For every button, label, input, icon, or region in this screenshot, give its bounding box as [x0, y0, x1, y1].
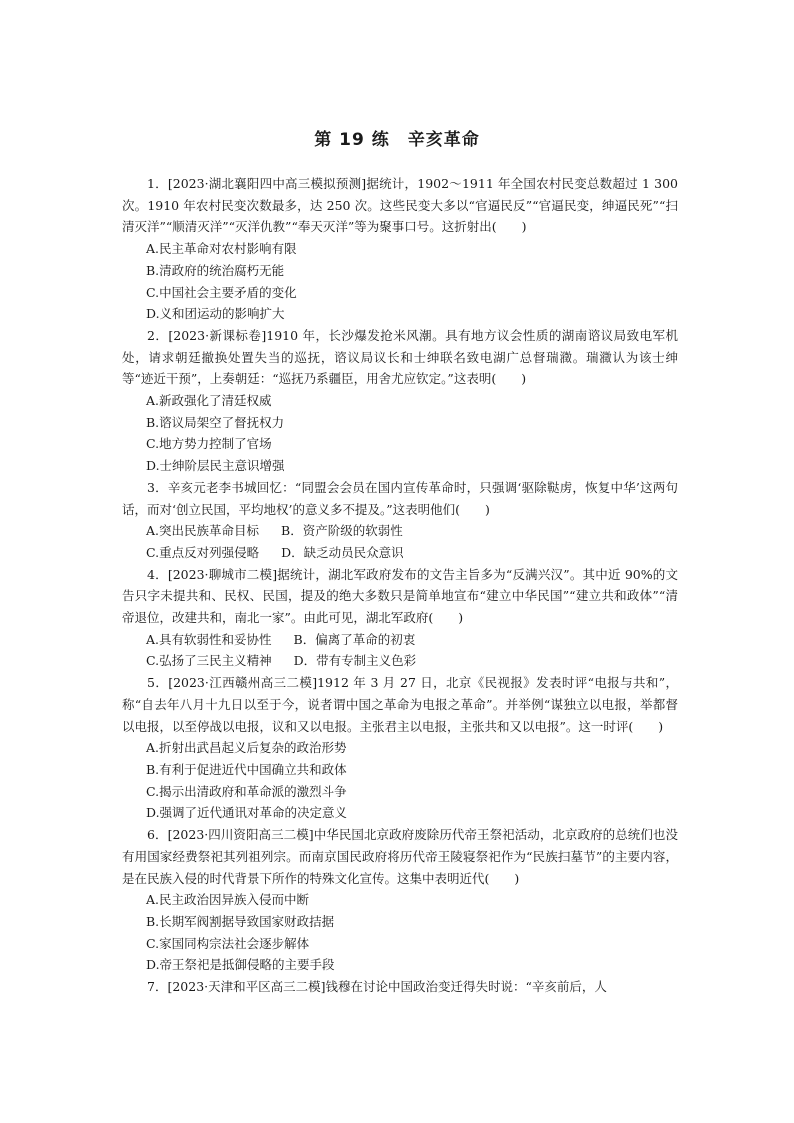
- option-b: B.有利于促进近代中国确立共和政体: [146, 761, 347, 777]
- question-5: [122, 672, 678, 824]
- option-b: B．偏离了革命的初衷: [293, 631, 416, 647]
- option-a: A.民主政治因异族入侵而中断: [146, 892, 310, 908]
- option-d: D.义和团运动的影响扩大: [146, 306, 285, 322]
- option-a: A.新政强化了清廷权威: [146, 393, 272, 409]
- option-a: A.民主革命对农村影响有限: [146, 241, 297, 257]
- option-c: C.地方势力控制了官场: [146, 436, 272, 452]
- question-list: [122, 173, 678, 998]
- option-a: A.突出民族革命目标: [146, 523, 260, 539]
- option-row: [122, 650, 678, 672]
- question-stem: 4．[2023·聊城市二模]据统计，湖北军政府发布的文告主旨多为“反满兴汉”。其中近 90%的文告只字未提共和、民权、民国，提及的绝大多数只是简单地宣布“建立中华民国”“建立共和政体”“清帝退位，改建共和，南北一家”。由此可见，湖北军政府( ): [122, 566, 678, 626]
- question-2: [122, 325, 678, 477]
- question-stem: 1．[2023·湖北襄阳四中高三模拟预测]据统计，1902～1911 年全国农村民变总数超过 1 300 次。1910 年农村民变次数最多，达 250 次。这些民变大多以“官逼民反”“官逼民变，绅逼民死”“扫清灭洋”“顺清灭洋”“灭洋仇教”“奉天灭洋”等为聚事口号。这折射出( ): [122, 176, 678, 235]
- option-c: C.揭示出清政府和革命派的激烈斗争: [146, 783, 347, 799]
- option-c: C.重点反对列强侵略: [146, 544, 260, 560]
- option-d: D．缺乏动员民众意识: [281, 544, 404, 560]
- option-b: B．资产阶级的软弱性: [281, 523, 403, 539]
- question-stem: 7．[2023·天津和平区高三二模]钱穆在讨论中国政治变迁得失时说：“辛亥前后，人: [147, 979, 607, 995]
- question-stem: 6．[2023·四川资阳高三二模]中华民国北京政府废除历代帝王祭祀活动，北京政府的总统们也没有用国家经费祭祀其列祖列宗。而南京国民政府将历代帝王陵寝祭祀作为“民族扫墓节”的主要内容，是在民族入侵的时代背景下所作的特殊文化宣传。这集中表明近代( ): [122, 827, 678, 886]
- option-c: C.弘扬了三民主义精神: [146, 653, 272, 669]
- question-6: [122, 824, 678, 976]
- option-d: D.士绅阶层民主意识增强: [146, 458, 285, 474]
- option-d: D．带有专制主义色彩: [293, 653, 417, 669]
- option-row: [122, 629, 678, 651]
- option-d: D.帝王祭祀是抵御侵略的主要手段: [146, 957, 335, 973]
- option-b: B.清政府的统治腐朽无能: [146, 262, 285, 278]
- option-a: A.具有软弱性和妥协性: [146, 631, 272, 647]
- option-row: [122, 542, 678, 564]
- option-a: A.折射出武昌起义后复杂的政治形势: [146, 740, 347, 756]
- question-stem: 2．[2023·新课标卷]1910 年，长沙爆发抢米风潮。具有地方议会性质的湖南谘议局致电军机处，请求朝廷撤换处置失当的巡抚，谘议局议长和士绅联名致电湖广总督瑞瀓。瑞瀓认为该士绅等“迹近干预”，上奏朝廷：“巡抚乃系疆臣，用舍尤应钦定。”这表明( ): [122, 327, 678, 387]
- page-title: 第 19 练 辛亥革命: [314, 130, 480, 150]
- question-1: [122, 173, 678, 325]
- option-b: B.谘议局架空了督抚权力: [146, 414, 285, 430]
- option-b: B.长期军阀割据导致国家财政拮据: [146, 913, 335, 929]
- question-4: [122, 564, 678, 673]
- question-3: [122, 477, 678, 564]
- option-c: C.家国同构宗法社会逐步解体: [146, 935, 310, 951]
- question-stem: 5．[2023·江西赣州高三二模]1912 年 3 月 27 日，北京《民视报》发表时评“电报与共和”，称“自去年八月十九日以至于今，说者谓中国之革命为电报之革命”。并举例“谋独立以电报，举都督以电报，以至停战以电报，议和又以电报。主张君主以电报，主张共和又以电报”。这一时评( ): [122, 675, 678, 734]
- option-d: D.强调了近代通讯对革命的决定意义: [146, 805, 348, 821]
- question-7: [122, 976, 678, 998]
- option-row: [122, 520, 678, 542]
- question-stem: 3．辛亥元老李书城回忆：“同盟会会员在国内宣传革命时，只强调‘驱除鞑虏，恢复中华’这两句话，而对‘创立民国，平均地权’的意义多不提及。”这表明他们( ): [122, 479, 678, 517]
- option-c: C.中国社会主要矛盾的变化: [146, 284, 297, 300]
